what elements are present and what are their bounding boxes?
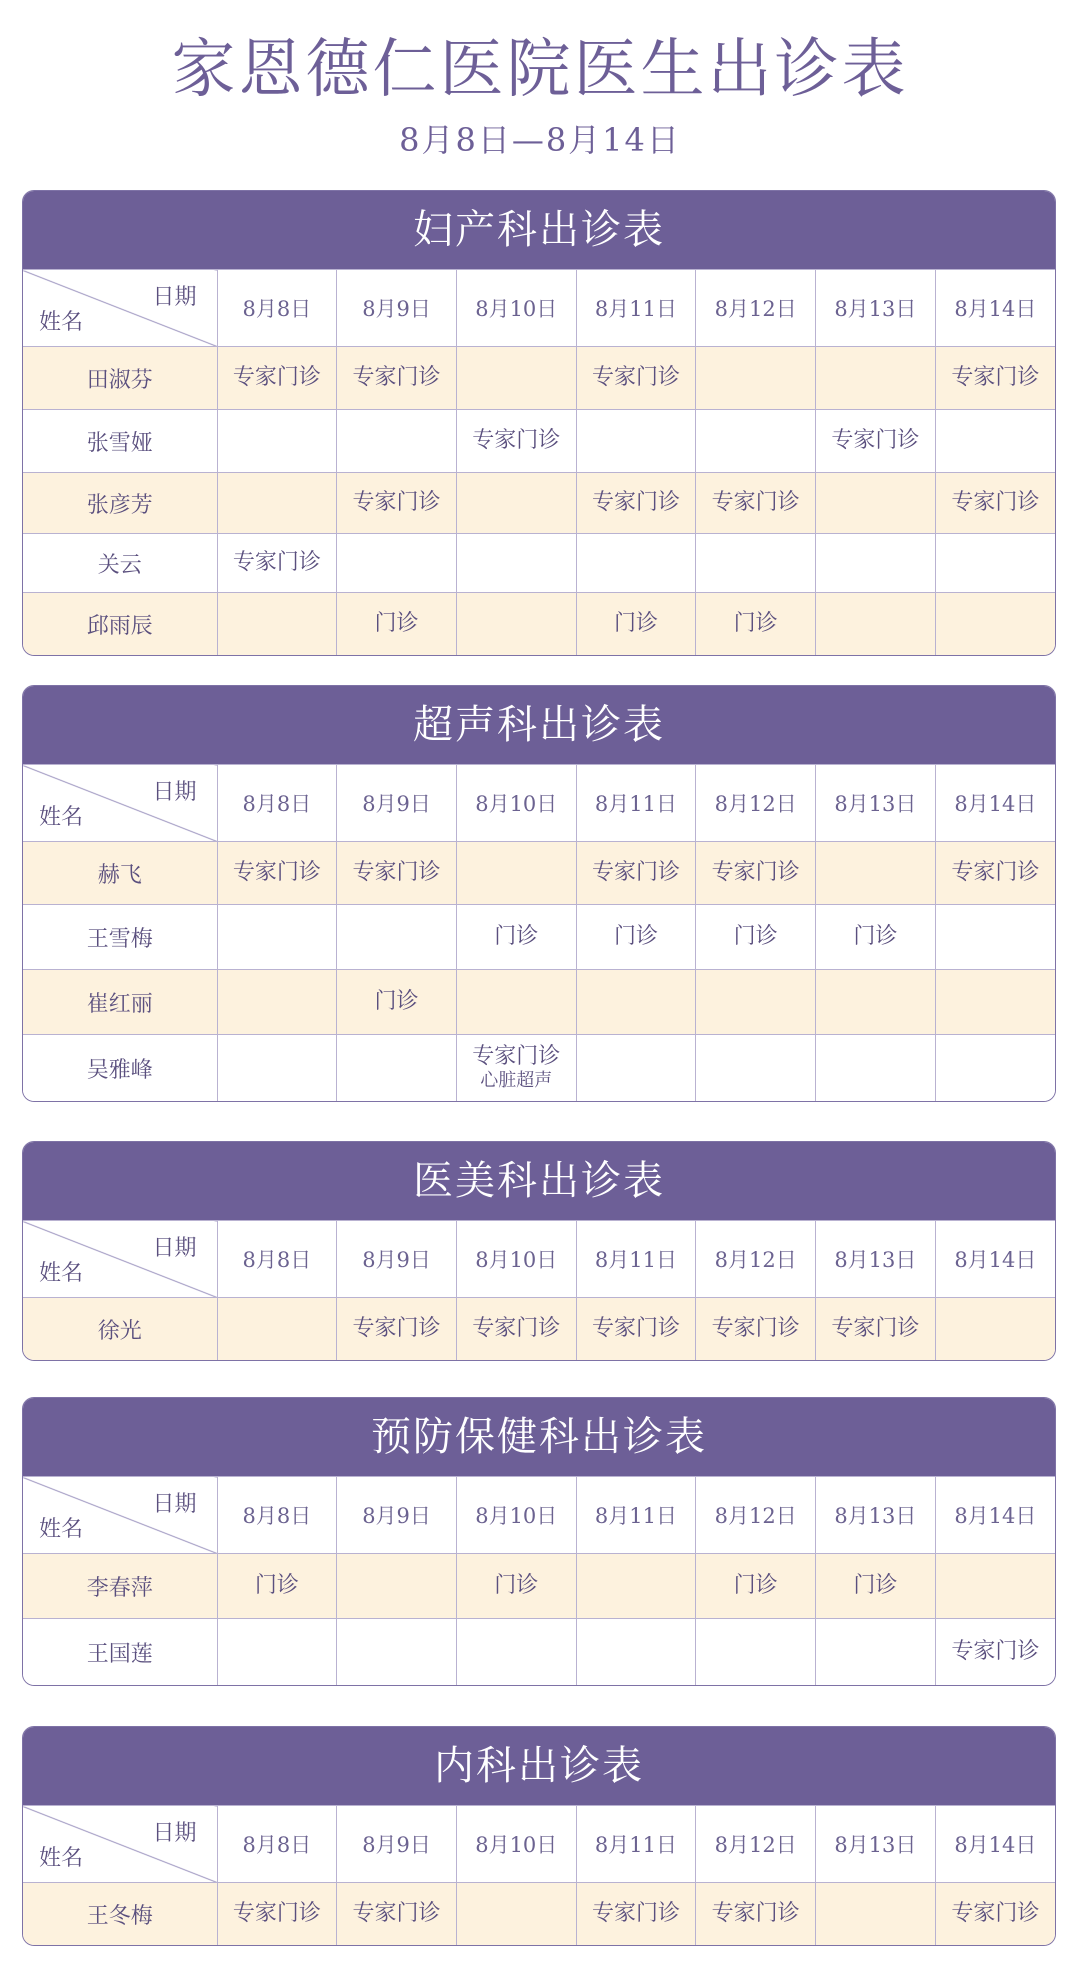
schedule-cell: [576, 534, 696, 593]
schedule-table: [23, 1476, 1055, 1685]
schedule-cell: [935, 534, 1055, 593]
clinic-type: 专家门诊: [352, 490, 441, 515]
clinic-type: 门诊: [374, 989, 419, 1014]
date-header-cell: 8月9日: [337, 765, 457, 842]
date-axis-label: 日期: [152, 1492, 197, 1517]
date-header-cell: 8月12日: [696, 1221, 816, 1298]
schedule-cell: [456, 410, 576, 473]
schedule-cell: [217, 1035, 337, 1102]
doctor-name-cell: 吴雅峰: [23, 1035, 217, 1102]
schedule-cell: [217, 1883, 337, 1946]
schedule-cell: [456, 473, 576, 534]
schedule-cell: [696, 1554, 816, 1619]
clinic-type: 门诊: [733, 1573, 778, 1598]
department-title: 内科出诊表: [23, 1727, 1055, 1805]
doctor-name-cell: 王国莲: [23, 1619, 217, 1686]
schedule-cell: [816, 534, 936, 593]
date-header-cell: 8月9日: [337, 270, 457, 347]
schedule-cell: [217, 842, 337, 905]
schedule-cell: [576, 593, 696, 656]
table-header-row: [23, 765, 1055, 842]
date-header-cell: 8月14日: [935, 1806, 1055, 1883]
doctor-name-cell: 崔红丽: [23, 970, 217, 1035]
doctor-name-cell: 李春萍: [23, 1554, 217, 1619]
table-row: [23, 1554, 1055, 1619]
schedule-cell: [217, 905, 337, 970]
schedule-cell: [816, 1883, 936, 1946]
schedule-cell: [456, 970, 576, 1035]
name-axis-label: 姓名: [39, 1261, 84, 1286]
doctor-name-cell: 张彦芳: [23, 473, 217, 534]
schedule-cell: [456, 593, 576, 656]
doctor-name-cell: 邱雨辰: [23, 593, 217, 656]
clinic-type: 门诊: [613, 611, 658, 636]
name-axis-label: 姓名: [39, 805, 84, 830]
schedule-cell: [576, 970, 696, 1035]
date-header-cell: 8月11日: [576, 1477, 696, 1554]
clinic-type: 专家门诊: [591, 1316, 680, 1341]
date-header-cell: 8月14日: [935, 1221, 1055, 1298]
schedule-cell: [217, 1554, 337, 1619]
schedule-cell: [217, 473, 337, 534]
clinic-type: 专家门诊: [591, 365, 680, 390]
date-header-cell: 8月10日: [456, 1806, 576, 1883]
clinic-type: 门诊: [374, 611, 419, 636]
schedule-cell: [337, 473, 457, 534]
table-row: [23, 970, 1055, 1035]
doctor-name-cell: 关云: [23, 534, 217, 593]
schedule-cell: [337, 1883, 457, 1946]
clinic-type: 门诊: [254, 1573, 299, 1598]
schedule-cell: [456, 1619, 576, 1686]
schedule-cell: [217, 1298, 337, 1361]
schedule-cell: [935, 842, 1055, 905]
clinic-type: 专家门诊: [232, 550, 321, 575]
date-header-cell: 8月8日: [217, 1477, 337, 1554]
schedule-cell: [337, 842, 457, 905]
schedule-cell: [337, 1619, 457, 1686]
clinic-type: 门诊: [733, 611, 778, 636]
date-header-cell: 8月8日: [217, 1221, 337, 1298]
page-title: 家恩德仁医院医生出诊表: [171, 33, 909, 107]
clinic-type: 专家门诊: [472, 428, 561, 453]
schedule-cell: [337, 1554, 457, 1619]
date-axis-label: 日期: [152, 285, 197, 310]
date-header-cell: 8月10日: [456, 765, 576, 842]
department-schedule: [22, 1726, 1056, 1946]
schedule-cell: [816, 1298, 936, 1361]
clinic-type: 门诊: [494, 924, 539, 949]
schedule-cell: [816, 473, 936, 534]
clinic-type: 专家门诊: [472, 1316, 561, 1341]
date-header-cell: 8月12日: [696, 270, 816, 347]
table-header-row: [23, 270, 1055, 347]
schedule-cell: [935, 905, 1055, 970]
schedule-cell: [576, 347, 696, 410]
date-header-cell: 8月13日: [816, 1221, 936, 1298]
schedule-cell: [576, 410, 696, 473]
schedule-cell: [217, 347, 337, 410]
department-schedule: [22, 685, 1056, 1102]
schedule-cell: [456, 534, 576, 593]
schedule-cell: [935, 473, 1055, 534]
doctor-name-cell: 王冬梅: [23, 1883, 217, 1946]
clinic-type: 专家门诊: [352, 860, 441, 885]
schedule-cell: [696, 1298, 816, 1361]
table-row: [23, 1035, 1055, 1102]
schedule-cell: [456, 1298, 576, 1361]
schedule-table: [23, 764, 1055, 1101]
schedule-cell: [696, 1619, 816, 1686]
table-row: [23, 1883, 1055, 1946]
schedule-cell: [576, 1298, 696, 1361]
schedule-cell: [696, 1883, 816, 1946]
corner-header-cell: [23, 1806, 217, 1883]
department-schedule: [22, 1141, 1056, 1361]
clinic-type: 专家门诊: [352, 1316, 441, 1341]
clinic-type: 门诊: [733, 924, 778, 949]
clinic-type: 专家门诊: [232, 860, 321, 885]
date-header-cell: 8月8日: [217, 270, 337, 347]
schedule-cell: [456, 1035, 576, 1102]
schedule-cell: [696, 842, 816, 905]
schedule-cell: [935, 1883, 1055, 1946]
schedule-cell: [935, 410, 1055, 473]
date-header-cell: 8月10日: [456, 270, 576, 347]
table-header-row: [23, 1477, 1055, 1554]
table-row: [23, 410, 1055, 473]
clinic-type: 门诊: [853, 924, 898, 949]
table-header-row: [23, 1221, 1055, 1298]
schedule-cell: [696, 347, 816, 410]
clinic-type: 门诊: [494, 1573, 539, 1598]
schedule-cell: [816, 1619, 936, 1686]
clinic-type: 专家门诊: [951, 1901, 1040, 1926]
clinic-type: 专家门诊: [711, 1316, 800, 1341]
table-row: [23, 347, 1055, 410]
table-row: [23, 593, 1055, 656]
corner-header-cell: [23, 765, 217, 842]
corner-header-cell: [23, 1477, 217, 1554]
schedule-cell: [935, 1298, 1055, 1361]
date-header-cell: 8月14日: [935, 270, 1055, 347]
schedule-cell: [696, 410, 816, 473]
clinic-type: 专家门诊: [831, 1316, 920, 1341]
schedule-cell: [816, 410, 936, 473]
date-header-cell: 8月11日: [576, 270, 696, 347]
corner-header-cell: [23, 1221, 217, 1298]
schedule-cell: [935, 1619, 1055, 1686]
schedule-cell: [935, 347, 1055, 410]
date-header-cell: 8月13日: [816, 765, 936, 842]
date-axis-label: 日期: [152, 1236, 197, 1261]
schedule-cell: [337, 1035, 457, 1102]
schedule-cell: [217, 534, 337, 593]
name-axis-label: 姓名: [39, 310, 84, 335]
clinic-note: 心脏超声: [480, 1070, 553, 1091]
schedule-cell: [935, 593, 1055, 656]
schedule-cell: [576, 842, 696, 905]
date-axis-label: 日期: [152, 1821, 197, 1846]
schedule-cell: [456, 905, 576, 970]
schedule-cell: [576, 473, 696, 534]
schedule-cell: [456, 842, 576, 905]
date-header-cell: 8月10日: [456, 1477, 576, 1554]
schedule-cell: [456, 1883, 576, 1946]
date-header-cell: 8月12日: [696, 1477, 816, 1554]
date-header-cell: 8月8日: [217, 1806, 337, 1883]
clinic-type: 专家门诊: [951, 1639, 1040, 1664]
table-row: [23, 1619, 1055, 1686]
clinic-type: 专家门诊: [951, 365, 1040, 390]
clinic-type: 专家门诊: [232, 365, 321, 390]
schedule-cell: [816, 1554, 936, 1619]
department-title: 预防保健科出诊表: [23, 1398, 1055, 1476]
date-header-cell: 8月12日: [696, 765, 816, 842]
schedule-cell: [576, 1035, 696, 1102]
date-header-cell: 8月8日: [217, 765, 337, 842]
date-header-cell: 8月13日: [816, 1806, 936, 1883]
schedule-cell: [696, 905, 816, 970]
date-header-cell: 8月14日: [935, 1477, 1055, 1554]
date-header-cell: 8月9日: [337, 1221, 457, 1298]
schedule-cell: [816, 970, 936, 1035]
schedule-cell: [696, 534, 816, 593]
schedule-cell: [217, 970, 337, 1035]
doctor-name-cell: 赫飞: [23, 842, 217, 905]
schedule-cell: [337, 905, 457, 970]
schedule-cell: [696, 970, 816, 1035]
schedule-cell: [935, 1554, 1055, 1619]
schedule-cell: [456, 347, 576, 410]
department-schedule: [22, 190, 1056, 656]
clinic-type: 专家门诊: [951, 860, 1040, 885]
schedule-cell: [696, 473, 816, 534]
doctor-name-cell: 张雪娅: [23, 410, 217, 473]
schedule-table: [23, 1805, 1055, 1945]
schedule-cell: [935, 970, 1055, 1035]
clinic-type: 专家门诊: [591, 490, 680, 515]
schedule-cell: [576, 1554, 696, 1619]
date-header-cell: 8月11日: [576, 1806, 696, 1883]
clinic-type: 门诊: [853, 1573, 898, 1598]
date-header-cell: 8月13日: [816, 1477, 936, 1554]
schedule-cell: [816, 842, 936, 905]
schedule-table: [23, 1220, 1055, 1360]
schedule-cell: [576, 905, 696, 970]
name-axis-label: 姓名: [39, 1846, 84, 1871]
schedule-cell: [337, 410, 457, 473]
date-header-cell: 8月13日: [816, 270, 936, 347]
schedule-cell: [337, 534, 457, 593]
clinic-type: 专家门诊: [711, 860, 800, 885]
clinic-type: 门诊: [613, 924, 658, 949]
schedule-cell: [816, 905, 936, 970]
schedule-cell: [696, 1035, 816, 1102]
clinic-type: 专家门诊: [591, 860, 680, 885]
department-title: 医美科出诊表: [23, 1142, 1055, 1220]
date-header-cell: 8月11日: [576, 765, 696, 842]
department-title: 超声科出诊表: [23, 686, 1055, 764]
schedule-cell: [217, 410, 337, 473]
corner-header-cell: [23, 270, 217, 347]
schedule-cell: [217, 593, 337, 656]
schedule-cell: [337, 347, 457, 410]
table-row: [23, 473, 1055, 534]
date-range-subtitle: 8月8日—8月14日: [399, 121, 681, 159]
schedule-table: [23, 269, 1055, 655]
schedule-cell: [576, 1619, 696, 1686]
schedule-cell: [576, 1883, 696, 1946]
schedule-cell: [696, 593, 816, 656]
doctor-name-cell: 田淑芬: [23, 347, 217, 410]
department-title: 妇产科出诊表: [23, 191, 1055, 269]
schedule-cell: [935, 1035, 1055, 1102]
clinic-type: 专家门诊: [352, 365, 441, 390]
schedule-cell: [816, 593, 936, 656]
clinic-type: 专家门诊: [711, 490, 800, 515]
date-header-cell: 8月10日: [456, 1221, 576, 1298]
table-header-row: [23, 1806, 1055, 1883]
table-row: [23, 1298, 1055, 1361]
schedule-cell: [337, 1298, 457, 1361]
schedule-cell: [456, 1554, 576, 1619]
schedule-cell: [816, 347, 936, 410]
department-schedule: [22, 1397, 1056, 1686]
clinic-type: 专家门诊: [711, 1901, 800, 1926]
schedule-cell: [337, 970, 457, 1035]
clinic-type: 专家门诊: [232, 1901, 321, 1926]
doctor-name-cell: 王雪梅: [23, 905, 217, 970]
schedule-cell: [337, 593, 457, 656]
table-row: [23, 842, 1055, 905]
date-header-cell: 8月9日: [337, 1477, 457, 1554]
date-header-cell: 8月9日: [337, 1806, 457, 1883]
clinic-type: 专家门诊: [831, 428, 920, 453]
table-row: [23, 534, 1055, 593]
schedule-cell: [816, 1035, 936, 1102]
date-header-cell: 8月11日: [576, 1221, 696, 1298]
clinic-type: 专家门诊: [591, 1901, 680, 1926]
clinic-type: 专家门诊: [951, 490, 1040, 515]
date-header-cell: 8月12日: [696, 1806, 816, 1883]
name-axis-label: 姓名: [39, 1517, 84, 1542]
clinic-type: 专家门诊: [472, 1044, 561, 1069]
date-axis-label: 日期: [152, 780, 197, 805]
schedule-cell: [217, 1619, 337, 1686]
clinic-type: 专家门诊: [352, 1901, 441, 1926]
doctor-name-cell: 徐光: [23, 1298, 217, 1361]
date-header-cell: 8月14日: [935, 765, 1055, 842]
table-row: [23, 905, 1055, 970]
